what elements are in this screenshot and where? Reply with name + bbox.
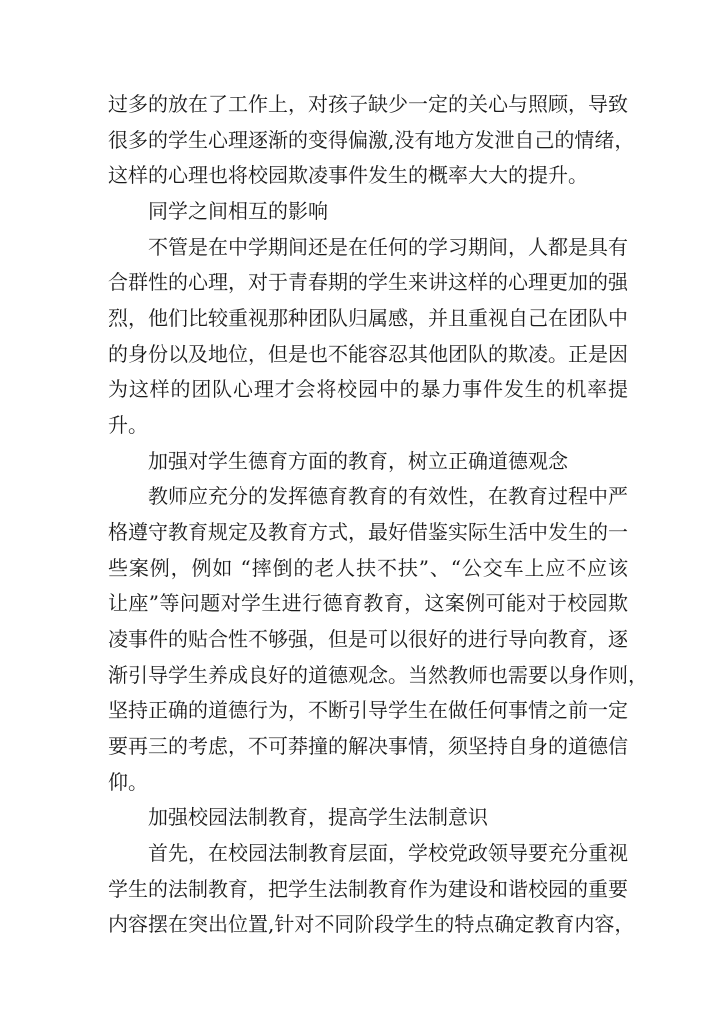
text-line-12: 教师应充分的发挥德育教育的有效性，在教育过程中严 [148,484,628,508]
text-line-16: 凌事件的贴合性不够强，但是可以很好的进行导向教育，逐 [108,627,628,651]
text-line-19: 要再三的考虑，不可莽撞的解决事情，须坚持自身的道德信 [108,734,628,758]
text-line-10: 升。 [108,413,148,437]
text-line-7: 烈，他们比较重视那种团队归属感，并且重视自己在团队中 [108,306,628,330]
text-line-14: 些案例，例如 “摔倒的老人扶不扶”、“公交车上应不应该 [108,556,628,580]
text-line-1: 过多的放在了工作上，对孩子缺少一定的关心与照顾，导致 [108,92,628,116]
text-line-8: 的身份以及地位，但是也不能容忍其他团队的欺凌。正是因 [108,342,628,366]
text-line-13: 格遵守教育规定及教育方式，最好借鉴实际生活中发生的一 [108,520,628,544]
text-line-6: 合群性的心理，对于青春期的学生来讲这样的心理更加的强 [108,270,628,294]
text-line-24: 内容摆在突出位置,针对不同阶段学生的特点确定教育内容， [108,912,635,936]
text-line-17: 渐引导学生养成良好的道德观念。当然教师也需要以身作则， [108,663,648,687]
text-line-9: 为这样的团队心理才会将校园中的暴力事件发生的机率提 [108,377,628,401]
text-line-3: 这样的心理也将校园欺凌事件发生的概率大大的提升。 [108,163,588,187]
text-line-20: 仰。 [108,770,148,794]
section-heading-peer-influence: 同学之间相互的影响 [148,199,328,223]
text-line-23: 学生的法制教育，把学生法制教育作为建设和谐校园的重要 [108,877,628,901]
section-heading-legal-education: 加强校园法制教育，提高学生法制意识 [148,805,488,829]
text-line-5: 不管是在中学期间还是在任何的学习期间，人都是具有 [148,235,628,259]
text-line-2: 很多的学生心理逐渐的变得偏激,没有地方发泄自己的情绪， [108,128,635,152]
text-line-22: 首先，在校园法制教育层面，学校党政领导要充分重视 [148,841,628,865]
text-line-18: 坚持正确的道德行为，不断引导学生在做任何事情之前一定 [108,698,628,722]
text-line-15: 让座”等问题对学生进行德育教育，这案例可能对于校园欺 [108,591,628,615]
section-heading-moral-education: 加强对学生德育方面的教育，树立正确道德观念 [148,449,568,473]
